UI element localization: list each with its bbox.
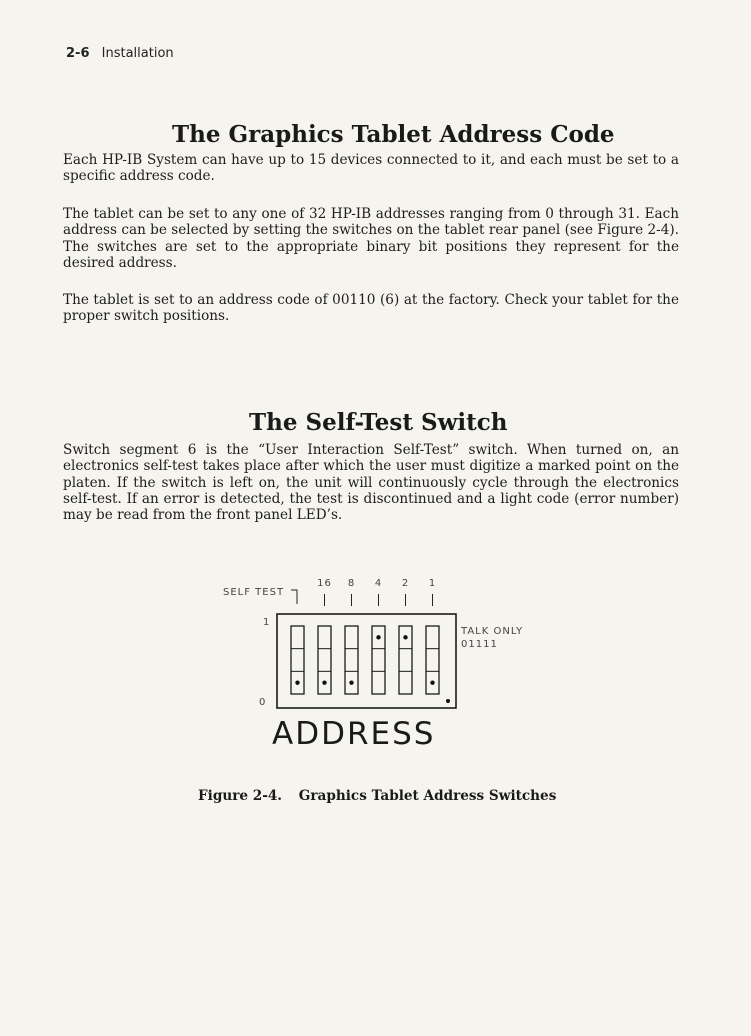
switch-position-dot: [295, 680, 299, 684]
switch-position-dot: [322, 680, 326, 684]
self-test-leader: [291, 590, 297, 604]
page-number: 2-6: [66, 46, 90, 61]
self-test-label: SELF TEST: [223, 587, 285, 598]
bit-labels: [317, 578, 436, 606]
switch-position-dot: [376, 635, 380, 639]
talk-only-label: TALK ONLY: [461, 626, 524, 637]
page-header: [66, 46, 174, 61]
bit-label: 2: [401, 578, 410, 589]
paragraph: Each HP-IB System can have up to 15 devices connected to it, and each must be set to a specific address code.: [63, 152, 679, 185]
bit-label: 4: [374, 578, 383, 589]
corner-dot: [446, 699, 450, 703]
dip-switch: [318, 626, 331, 694]
switch-position-dot: [430, 680, 434, 684]
figure-caption: [198, 788, 556, 804]
dip-switch: [426, 626, 439, 694]
bit-label: 1: [428, 578, 437, 589]
paragraph: Switch segment 6 is the “User Interaction Self-Test” switch. When turned on, an electronics self-test takes place after which the user must digitize a marked point on the platen. If the switch is left on, the unit will continuously cycle through the electronics self-test. If an error is detected, the test is discontinued and a light code (error number) may be read from the front panel LED’s.: [63, 442, 679, 524]
dip-switch: [399, 626, 412, 694]
dip-switches: [291, 626, 439, 694]
paragraph: The tablet is set to an address code of 00110 (6) at the factory. Check your tablet for the proper switch positions.: [63, 292, 679, 325]
chapter-title: Installation: [101, 46, 174, 61]
talk-only-code: 01111: [461, 639, 498, 650]
dip-switch: [372, 626, 385, 694]
address-label: ADDRESS: [272, 716, 436, 752]
address-switch-diagram: [215, 570, 545, 760]
on-position-label: 1: [263, 617, 271, 628]
paragraph: The tablet can be set to any one of 32 HP-IB addresses ranging from 0 through 31. Each address can be selected by setting the switches on the tablet rear panel (see Figure 2-4). The switches are set to the appropriate binary bit positions they represent for the desired address.: [63, 206, 679, 271]
figure-title: Graphics Tablet Address Switches: [298, 788, 557, 804]
bit-label: 16: [317, 578, 332, 589]
figure-number: Figure 2-4.: [198, 788, 283, 804]
address-switch-figure: [215, 570, 545, 760]
section-title-address-code: The Graphics Tablet Address Code: [172, 121, 615, 148]
switch-position-dot: [403, 635, 407, 639]
section-title-self-test: The Self-Test Switch: [249, 409, 508, 436]
off-position-label: 0: [259, 697, 267, 708]
dip-switch: [345, 626, 358, 694]
bit-label: 8: [347, 578, 356, 589]
switch-position-dot: [349, 680, 353, 684]
dip-switch: [291, 626, 304, 694]
